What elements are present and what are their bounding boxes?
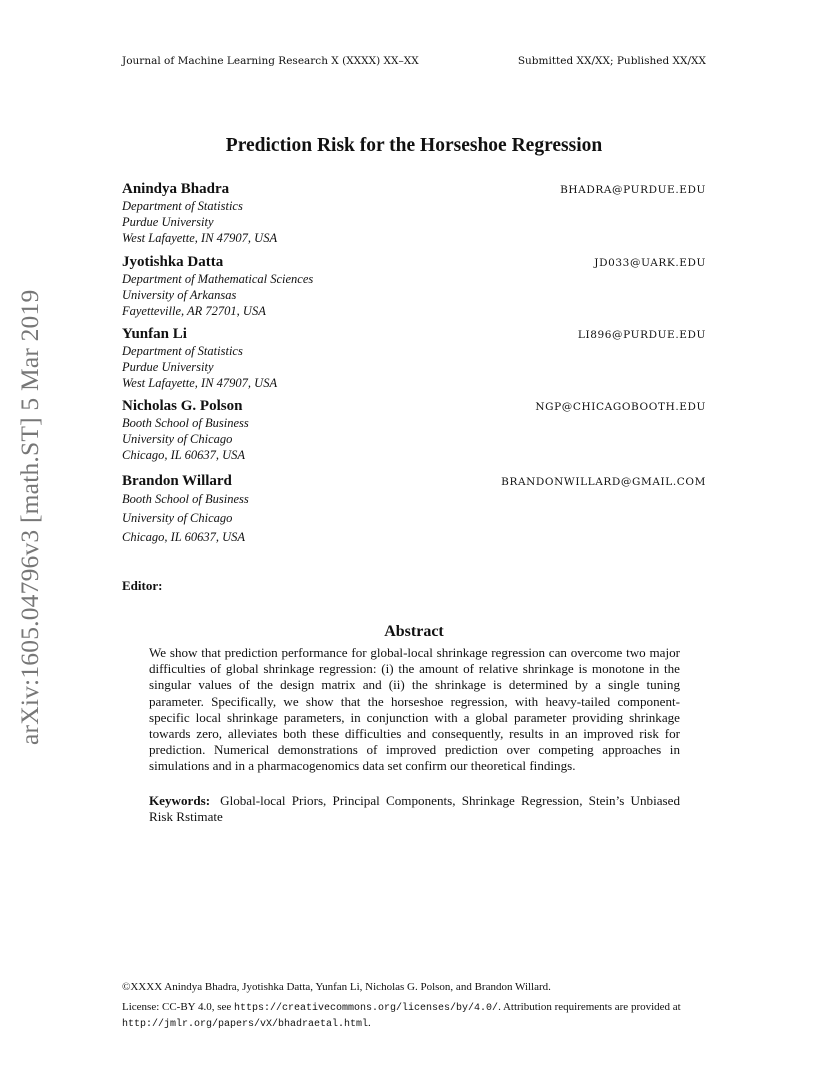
license-suffix: . <box>368 1017 371 1029</box>
author-address: Chicago, IL 60637, USA <box>122 530 246 544</box>
journal-name: Journal of Machine Learning Research X (XXXX) XX–XX <box>122 55 419 67</box>
author-department: Department of Statistics <box>122 199 243 213</box>
license-middle: . Attribution requirements are provided at <box>498 1001 681 1013</box>
author-email[interactable]: NGP@CHICAGOBOOTH.EDU <box>535 401 706 413</box>
author-block <box>122 254 706 319</box>
author-address: Fayetteville, AR 72701, USA <box>122 304 266 318</box>
abstract-heading: Abstract <box>384 623 444 640</box>
author-institution: Purdue University <box>122 215 214 229</box>
author-institution: University of Arkansas <box>122 288 237 302</box>
keywords-list: Global-local Priors, Principal Components, Shrinkage Regression, Stein’s Unbiased Risk Rstimate <box>149 793 680 825</box>
running-header <box>122 55 706 67</box>
author-department: Department of Statistics <box>122 344 243 358</box>
author-email[interactable]: LI896@PURDUE.EDU <box>577 329 706 341</box>
author-department: Booth School of Business <box>122 416 249 430</box>
author-department: Booth School of Business <box>122 492 249 506</box>
author-name: Yunfan Li <box>122 326 187 342</box>
copyright-notice: ©XXXX Anindya Bhadra, Jyotishka Datta, Yunfan Li, Nicholas G. Polson, and Brandon Willard. <box>122 981 551 993</box>
author-email[interactable]: JD033@UARK.EDU <box>594 257 706 269</box>
license-prefix: License: CC-BY 4.0, see <box>122 1001 235 1013</box>
author-block <box>122 473 706 547</box>
author-institution: Purdue University <box>122 360 214 374</box>
author-name: Anindya Bhadra <box>122 181 230 197</box>
attribution-link[interactable]: http://jmlr.org/papers/vX/bhadraetal.html <box>122 1019 369 1030</box>
author-block <box>122 181 706 246</box>
author-institution: University of Chicago <box>122 432 233 446</box>
author-email[interactable]: BHADRA@PURDUE.EDU <box>560 184 706 196</box>
submission-info: Submitted XX/XX; Published XX/XX <box>517 55 706 67</box>
author-block <box>122 398 706 463</box>
arxiv-side-stamp: arXiv:1605.04796v3 [math.ST] 5 Mar 2019 <box>15 289 44 745</box>
author-name: Jyotishka Datta <box>122 254 224 270</box>
license-notice <box>122 1000 706 1032</box>
author-name: Nicholas G. Polson <box>122 398 243 414</box>
author-address: West Lafayette, IN 47907, USA <box>122 231 278 245</box>
author-block <box>122 326 706 391</box>
author-institution: University of Chicago <box>122 511 233 525</box>
license-link[interactable]: https://creativecommons.org/licenses/by/4.0/ <box>234 1003 499 1014</box>
author-address: West Lafayette, IN 47907, USA <box>122 376 278 390</box>
author-department: Department of Mathematical Sciences <box>122 272 314 286</box>
abstract-text: We show that prediction performance for global-local shrinkage regression can overcome two major difficulties of global shrinkage regression: (i) the amount of relative shrinkage is monotone in the singular values of the design matrix and (ii) the shrinkage is determined by a single tuning parameter. Specifically, we show that the horseshoe regression, with heavy-tailed component-specific local shrinkage parameters, in conjunction with a global parameter providing shrinkage towards zero, alleviates both these difficulties and consequently, results in an improved risk for prediction. Numerical demonstrations of improved prediction over competing approaches in simulations and in a pharmacogenomics data set confirm our theoretical findings. <box>149 645 680 774</box>
author-email[interactable]: BRANDONWILLARD@GMAIL.COM <box>501 476 706 488</box>
author-address: Chicago, IL 60637, USA <box>122 448 246 462</box>
editor-label: Editor: <box>122 578 163 593</box>
paper-title: Prediction Risk for the Horseshoe Regression <box>225 135 603 156</box>
author-name: Brandon Willard <box>122 473 232 489</box>
keywords-label: Keywords: <box>149 793 211 808</box>
keywords <box>149 793 680 825</box>
